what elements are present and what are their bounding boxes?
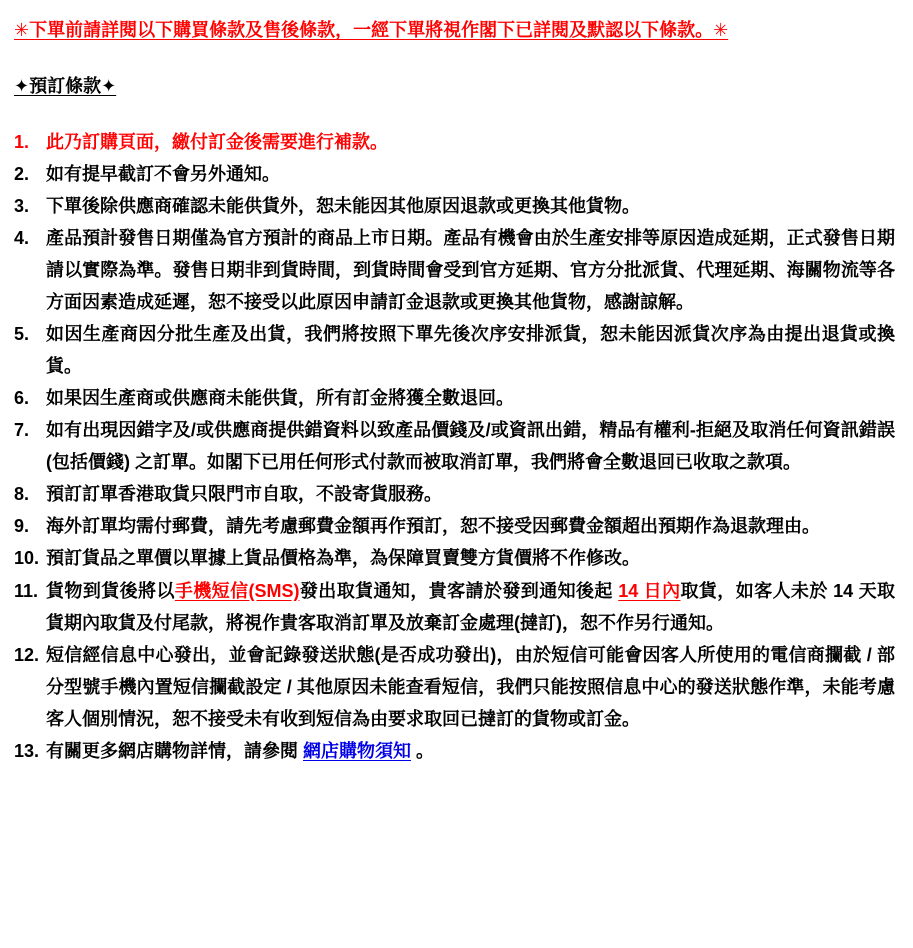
term-text <box>46 414 895 478</box>
term-text <box>46 158 895 190</box>
term-text-part: 如有出現因錯字及/或供應商提供錯資料以致產品價錢及/或資訊出錯，精品有權利-拒絕及取消任何資訊錯誤(包括價錢) 之訂單。如閣下已用任何形式付款而被取消訂單，我們將會全數退回已收取之款項。 <box>46 420 895 473</box>
term-text <box>46 318 895 382</box>
term-text-part: 如有提早截訂不會另外通知。 <box>46 164 280 185</box>
term-text-part: 下單後除供應商確認未能供貨外，恕未能因其他原因退款或更換其他貨物。 <box>46 196 640 217</box>
term-text-part: 預訂訂單香港取貨只限門市自取，不設寄貨服務。 <box>46 484 442 505</box>
term-number: 11. <box>14 580 39 601</box>
term-text-part: 此乃訂購頁面，繳付訂金後需要進行補款。 <box>46 132 388 153</box>
sms-highlight: 手機短信(SMS) <box>174 580 300 601</box>
term-text <box>46 478 895 510</box>
term-text <box>46 639 895 735</box>
term-text-part: 如果因生產商或供應商未能供貨，所有訂金將獲全數退回。 <box>46 388 514 409</box>
term-number: 9. <box>14 516 30 537</box>
term-item <box>14 639 895 735</box>
term-number: 13. <box>14 740 40 761</box>
term-text <box>46 542 895 574</box>
term-text <box>46 382 895 414</box>
terms-list <box>14 126 895 767</box>
term-text <box>46 126 895 158</box>
document-title: ✳下單前請詳閱以下購買條款及售後條款，一經下單將視作閣下已詳閱及默認以下條款。✳ <box>14 20 729 40</box>
term-text-part: 取貨，如客人未於 14 天取貨期內取貨及付尾款，將視作貴客取消訂單及放棄訂金處理(撻訂)，恕不作另行通知。 <box>46 580 895 633</box>
term-item <box>14 414 895 478</box>
term-item <box>14 158 895 190</box>
term-item <box>14 382 895 414</box>
deadline-highlight: 14 日內 <box>618 580 681 601</box>
term-text-part: 。 <box>411 740 435 761</box>
term-item <box>14 222 895 318</box>
term-item <box>14 126 895 158</box>
term-number: 10. <box>14 548 40 569</box>
term-text-part: 有關更多網店購物詳情，請參閱 <box>46 740 303 761</box>
term-item <box>14 190 895 222</box>
term-item <box>14 575 895 639</box>
section-heading-preorder-terms: ✦預訂條款✦ <box>14 76 117 97</box>
term-number: 4. <box>14 228 30 249</box>
term-number: 8. <box>14 484 30 505</box>
term-number: 6. <box>14 388 30 409</box>
term-text-part: 預訂貨品之單價以單據上貨品價格為準，為保障買賣雙方貨價將不作修改。 <box>46 548 640 569</box>
term-text-part: 發出取貨通知，貴客請於發到通知後起 <box>299 580 619 601</box>
term-item <box>14 735 895 767</box>
term-item <box>14 510 895 542</box>
term-number: 12. <box>14 644 40 665</box>
term-number: 7. <box>14 420 30 441</box>
term-item <box>14 478 895 510</box>
term-number: 3. <box>14 196 30 217</box>
term-item <box>14 318 895 382</box>
term-number: 2. <box>14 164 30 185</box>
term-text <box>46 575 895 639</box>
term-text <box>46 510 895 542</box>
term-text <box>46 222 895 318</box>
term-text-part: 海外訂單均需付郵費，請先考慮郵費金額再作預訂，恕不接受因郵費金額超出預期作為退款理由。 <box>46 516 820 537</box>
term-text-part: 產品預計發售日期僅為官方預計的商品上市日期。產品有機會由於生產安排等原因造成延期，正式發售日期請以實際為準。發售日期非到貨時間，到貨時間會受到官方延期、官方分批派貨、代理延期、海關物流等各方面因素造成延遲，恕不接受以此原因申請訂金退款或更換其他貨物，感謝諒解。 <box>46 228 895 313</box>
term-text <box>46 735 895 767</box>
term-item <box>14 542 895 574</box>
term-number: 5. <box>14 324 30 345</box>
term-text-part: 貨物到貨後將以 <box>46 580 175 601</box>
term-text <box>46 190 895 222</box>
term-text-part: 如因生產商因分批生產及出貨，我們將按照下單先後次序安排派貨，恕未能因派貨次序為由提出退貨或換貨。 <box>46 324 895 377</box>
store-shopping-guide-link[interactable]: 網店購物須知 <box>303 740 411 761</box>
term-text-part: 短信經信息中心發出，並會記錄發送狀態(是否成功發出)，由於短信可能會因客人所使用的電信商攔截 / 部分型號手機內置短信攔截設定 / 其他原因未能查看短信，我們只能按照信息中心的發送狀態作準，未能考慮客人個別情況，恕不接受未有收到短信為由要求取回已撻訂的貨物或訂金。 <box>46 644 895 729</box>
term-number: 1. <box>14 132 30 153</box>
